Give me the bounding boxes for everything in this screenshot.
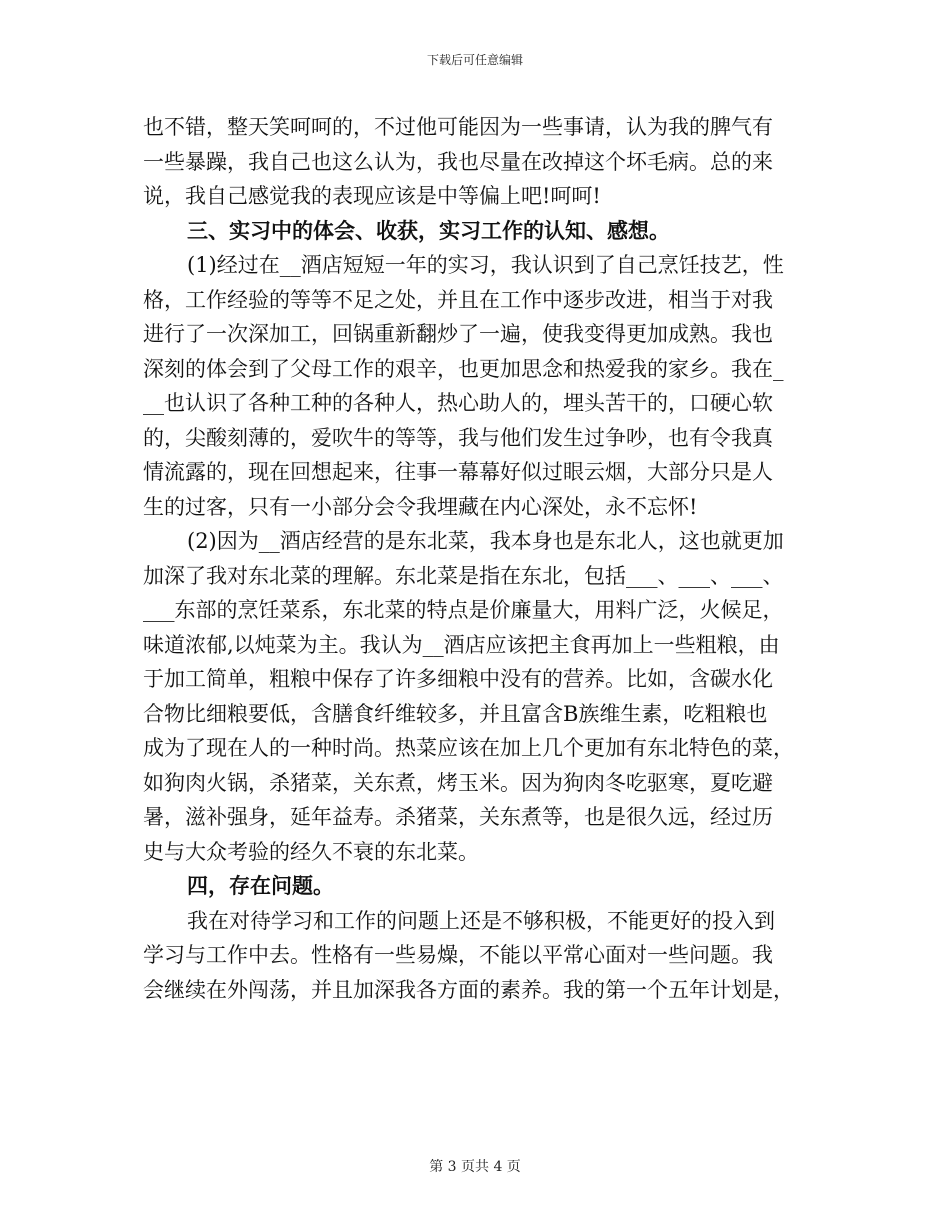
text-line: 成为了现在人的一种时尚。热菜应该在加上几个更加有东北特色的菜， <box>143 736 794 760</box>
page-footer: 第 3 页共 4 页 <box>429 1159 521 1175</box>
text-line: __也认识了各种工种的各种人，热心助人的，埋头苦干的，口硬心软 <box>143 391 773 415</box>
text-line: 暑，滋补强身，延年益寿。杀猪菜，关东煮等，也是很久远，经过历 <box>143 805 773 829</box>
text-line: 会继续在外闯荡，并且加深我各方面的素养。我的第一个五年计划是， <box>143 977 794 1002</box>
page-header: 下载后可任意编辑 <box>426 53 523 67</box>
text-line: 一些暴躁，我自己也这么认为，我也尽量在改掉这个坏毛病。总的来 <box>143 149 773 174</box>
text-line: 学习与工作中去。性格有一些易燥，不能以平常心面对一些问题。我 <box>143 943 773 967</box>
text-line: 生的过客，只有一小部分会令我埋藏在内心深处，永不忘怀! <box>143 494 698 519</box>
section-heading: 四，存在问题。 <box>187 873 334 898</box>
text-line: 史与大众考验的经久不衰的东北菜。 <box>143 839 479 864</box>
document-body <box>143 110 807 1007</box>
text-line: 情流露的，现在回想起来，往事一幕幕好似过眼云烟，大部分只是人 <box>143 460 773 484</box>
text-line: 进行了一次深加工，回锅重新翻炒了一遍，使我变得更加成熟。我也 <box>143 322 773 346</box>
section-heading: 三、实习中的体会、收获，实习工作的认知、感想。 <box>187 217 670 243</box>
text-line: 如狗肉火锅，杀猪菜，关东煮，烤玉米。因为狗肉冬吃驱寒，夏吃避 <box>143 770 773 795</box>
text-line: 的，尖酸刻薄的，爱吹牛的等等，我与他们发生过争吵，也有令我真 <box>143 425 773 450</box>
text-line: 说，我自己感觉我的表现应该是中等偏上吧!呵呵! <box>143 184 601 208</box>
text-line: 加深了我对东北菜的理解。东北菜是指在东北，包括___、___、___、 <box>143 563 784 588</box>
text-line: 深刻的体会到了父母工作的艰辛，也更加思念和热爱我的家乡。我在_ <box>143 356 784 381</box>
text-line: (1)经过在__酒店短短一年的实习，我认识到了自己烹饪技艺，性 <box>187 253 784 277</box>
text-line: 格，工作经验的等等不足之处，并且在工作中逐步改进，相当于对我 <box>143 287 773 312</box>
text-line: 于加工简单，粗粮中保存了许多细粮中没有的营养。比如，含碳水化 <box>143 667 773 691</box>
text-line: (2)因为__酒店经营的是东北菜，我本身也是东北人，这也就更加 <box>187 529 784 553</box>
text-line: ___东部的烹饪菜系，东北菜的特点是价廉量大，用料广泛，火候足， <box>143 598 784 622</box>
text-line: 合物比细粮要低，含膳食纤维较多，并且富含B族维生素，吃粗粮也 <box>143 701 768 726</box>
text-line: 也不错，整天笑呵呵的，不过他可能因为一些事请，认为我的脾气有 <box>143 115 773 139</box>
text-line: 味道浓郁,以炖菜为主。我认为__酒店应该把主食再加上一些粗粮，由 <box>143 632 780 657</box>
text-line: 我在对待学习和工作的问题上还是不够积极，不能更好的投入到 <box>187 908 775 933</box>
